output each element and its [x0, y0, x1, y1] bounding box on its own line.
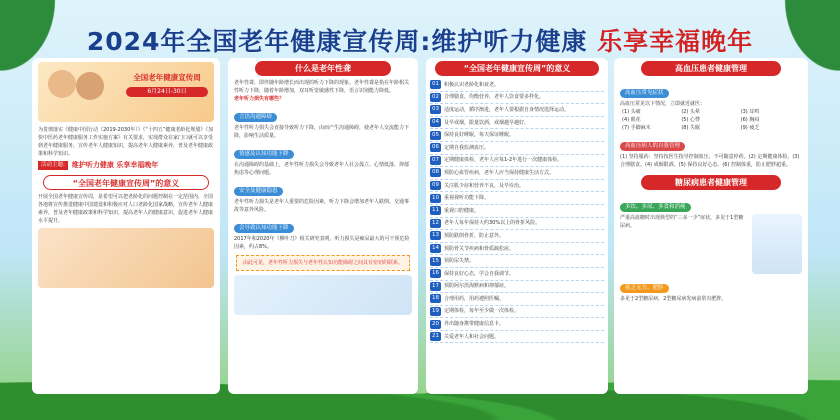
symptom-item: (1) 头痛	[622, 109, 641, 115]
checklist-item	[430, 243, 604, 256]
diabetes-header: 糖尿病患者健康管理	[641, 175, 781, 190]
checklist-item	[430, 268, 604, 281]
checklist-item	[430, 293, 604, 306]
cognition-text: 2017年和2020年《柳叶刀》相关研究表明，听力损失是痴呆最大的可干预危险因素，约占8%。	[234, 236, 410, 250]
subhead-emotion: 情感及认知功能下降	[234, 150, 294, 159]
subhead-self-management: 高血压病人的自我管理	[620, 142, 685, 151]
item-number: 08	[432, 169, 439, 176]
communication-text: 老年性听力损失会直接导致听力下降，由而产生沟通障碍，使老年人交流能力下降，影响生活质量。	[234, 125, 410, 139]
elderly-couple-illustration	[38, 62, 214, 122]
checklist	[426, 79, 608, 343]
item-number: 15	[432, 257, 439, 264]
checklist-item	[430, 281, 604, 294]
item-number: 02	[432, 93, 439, 100]
item-number: 12	[432, 219, 439, 226]
symptom-item: (9) 疲乏	[740, 125, 760, 131]
fatigue-text: 多见于2型糖尿病，2型糖尿病发病前常有肥胖。	[620, 296, 727, 302]
diabetes-block	[614, 214, 808, 274]
item-text: 重视视听功能下降。	[444, 195, 490, 202]
item-number: 16	[432, 270, 439, 277]
checklist-item	[430, 92, 604, 105]
item-text: 预防跌倒骨折，防止意外。	[444, 232, 505, 239]
checklist-item	[430, 306, 604, 319]
checklist-item	[430, 205, 604, 218]
subhead-polydipsia: 多饮、多尿、多食和消瘦	[620, 203, 691, 212]
hearing-header: 什么是老年性聋	[255, 61, 392, 76]
checklist-item	[430, 155, 604, 168]
checklist-item	[430, 218, 604, 231]
item-text: 老年人每年保持大约30%以上的骨折风险。	[444, 220, 541, 227]
title-main: 2024年全国老年健康宣传周:维护听力健康	[86, 27, 598, 56]
panel-disease-management	[614, 58, 808, 394]
checklist-item	[430, 167, 604, 180]
symptom-item: (2) 头晕	[681, 109, 701, 115]
subhead-symptoms: 高血压常见症状	[620, 89, 669, 98]
item-number: 10	[432, 194, 439, 201]
item-number: 04	[432, 119, 439, 126]
item-text: 适度运动，循序渐进，老年人要根据自身情况选择运动。	[444, 106, 570, 113]
badge-title: 全国老年健康宣传周	[133, 73, 201, 82]
checklist-item	[430, 129, 604, 142]
item-number: 20	[432, 320, 439, 327]
checklist-item	[430, 142, 604, 155]
item-text: 关注肌少症和营养不良，及早诊治。	[444, 182, 525, 189]
hypertension-header: 高血压患者健康管理	[641, 61, 781, 76]
checklist-item	[430, 192, 604, 205]
item-text: 预防心血管疾病，老年人应当保持健康生活方式。	[444, 169, 555, 176]
intro-text: 为贯彻落实《健康中国行动（2019-2030年）》《“十四五”健康老龄化规划》《加快中医药老年健康服务工作实施方案》有关要求，实现群众在家门口就可以享受到老年健康服务，宣传老年人健康知识，提高老年人健康素养，普及老年健康政策和科学知识。	[38, 127, 214, 157]
item-number: 19	[432, 307, 439, 314]
item-text: 积极认识老龄化和衰老。	[444, 81, 500, 88]
subhead-fatigue: 疲乏无力、肥胖	[620, 284, 669, 293]
item-text: 合理用药，用药遵照医嘱。	[444, 295, 505, 302]
item-number: 01	[432, 81, 439, 88]
conclusion-note: 由此可见，老年性听力损失与老年性认知功能障碍之间具有密切的联系。	[236, 255, 410, 271]
page-title	[0, 22, 840, 58]
polydipsia-text: 严重高血糖时出现典型的“三多一少”症状，多见于1型糖尿病。	[620, 215, 744, 229]
item-number: 21	[432, 333, 439, 340]
symptom-item: (6) 胸闷	[740, 117, 760, 123]
symptom-item: (4) 眼花	[622, 117, 641, 123]
item-text: 预防尿失禁。	[444, 258, 475, 265]
checklist-item	[430, 104, 604, 117]
theme-label: 活动主题:	[38, 161, 68, 170]
panel-intro	[32, 58, 220, 394]
item-number: 07	[432, 156, 439, 163]
item-number: 09	[432, 182, 439, 189]
badge-date: 6月24日-30日	[126, 87, 208, 97]
item-number: 03	[432, 106, 439, 113]
elderly-illustration	[234, 275, 412, 315]
checklist-item	[430, 180, 604, 193]
item-text: 保持良好心态，学会自我调节。	[444, 270, 515, 277]
symptom-item: (5) 心悸	[681, 117, 701, 123]
subhead-communication: 言语沟通障碍	[234, 113, 277, 122]
theme-text: 维护听力健康 乐享幸福晚年	[71, 161, 159, 169]
item-number: 14	[432, 245, 439, 252]
panel-hearing-loss	[228, 58, 418, 394]
item-number: 11	[432, 207, 439, 214]
item-text: 定期自我监测血压。	[444, 144, 490, 151]
symptoms-grid	[614, 108, 808, 132]
doctor-illustration	[752, 214, 802, 274]
item-text: 预防骨关节疾病和骨质疏松症。	[444, 245, 515, 252]
checklist-item	[430, 230, 604, 243]
subhead-cognition: 会导致认知功能下降	[234, 224, 294, 233]
item-text: 定期健康体检，老年人应每1-2年进行一次健康体检。	[444, 157, 563, 164]
symptom-item: (8) 失眠	[681, 125, 701, 131]
item-number: 05	[432, 131, 439, 138]
family-illustration	[38, 228, 214, 288]
meaning-header: “全国老年健康宣传周”的意义	[43, 175, 208, 190]
activity-theme	[32, 158, 220, 172]
title-highlight: 乐享幸福晚年	[597, 27, 754, 56]
checklist-item	[430, 117, 604, 130]
checklist-header: “全国老年健康宣传周”的意义	[435, 61, 599, 76]
grandmother-figure	[48, 70, 76, 98]
panel-checklist	[426, 58, 608, 394]
checklist-item	[430, 255, 604, 268]
meaning-text: 开展全国老年健康宣传周，是希望可以把老龄化的问题控制在一定范围内，全国各地将宣传推进健康中国建设和积极应对人口老龄化国家战略，宣传老年人健康素养，普及老年健康政策和科学知识，提高老年人的健康意识，促进老年人健康水平提升。	[38, 194, 214, 224]
week-badge	[126, 72, 208, 97]
item-text: 保持良好睡眠，每天保证睡眠。	[444, 132, 515, 139]
item-number: 17	[432, 282, 439, 289]
subhead-safety: 安全及健康隐患	[234, 187, 283, 196]
safety-text: 老年性听力损失是老年人重要的危险因素，听力下降会增加老年人跌倒、交通事故等意外风险。	[234, 199, 410, 213]
hearing-question: 老年听力损失有哪些？	[234, 96, 285, 102]
item-text: 预防阿尔茨海默病和抑郁症。	[444, 283, 510, 290]
symptoms-intro: 高血压常见以下情况，立即就近就医：	[620, 101, 706, 107]
item-number: 13	[432, 232, 439, 239]
item-text: 外出随身携带健康信息卡。	[444, 321, 505, 328]
self-management-text: (1) 坚持服药：坚持按医生指导控制血压，不可随意停药。(2) 定期健康体检。(3) 合理膳食。(4) 戒烟限酒。(5) 保持良好心态。(6) 控制体重，防止肥胖超重。	[620, 154, 800, 168]
checklist-item	[430, 318, 604, 331]
item-text: 关爱老年人和社会问题。	[444, 333, 500, 340]
hearing-intro: 老年性聋，即伴随年龄增长而出现的听力下降的现象。老年性聋是指在年龄相关性听力下降，随着年龄增加，双耳听觉敏感性下降，语言识别能力降低。	[234, 80, 410, 94]
checklist-item	[430, 331, 604, 344]
symptom-item: (7) 手脚麻木	[622, 125, 651, 131]
emotion-text: 在沟通障碍的基础上，老年性听力损失会导致老年人社会孤立、心情低落、抑郁焦虑等心理问题。	[234, 162, 410, 176]
item-text: 定期体检，每年至少做一次体检。	[444, 308, 520, 315]
item-number: 06	[432, 144, 439, 151]
item-text: 重视口腔健康。	[444, 207, 480, 214]
item-text: 合理膳食，均衡营养，老年人饮食要多样化。	[444, 94, 545, 101]
checklist-item	[430, 79, 604, 92]
grandfather-figure	[76, 72, 104, 100]
item-number: 18	[432, 295, 439, 302]
symptom-item: (3) 耳鸣	[740, 109, 760, 115]
item-text: 及早戒烟，限量饮酒，戒烟越早越好。	[444, 119, 530, 126]
